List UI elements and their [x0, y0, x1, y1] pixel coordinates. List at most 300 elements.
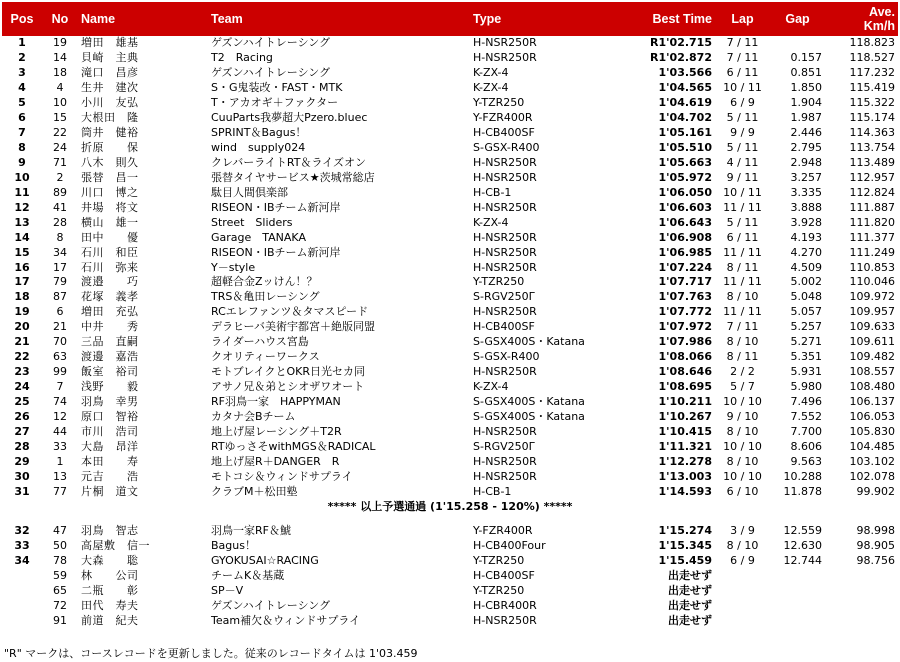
- cell-machine-type: H-NSR250R: [473, 230, 537, 244]
- cell-lap: 9 / 10: [726, 409, 759, 423]
- cell-gap: 5.980: [790, 380, 822, 394]
- header-name[interactable]: Name: [81, 12, 116, 26]
- header-pos[interactable]: Pos: [10, 12, 34, 26]
- cell-average-speed: 106.053: [849, 409, 895, 423]
- cell-team: RTゆっさそwithMGS＆RADICAL: [211, 439, 376, 453]
- cell-gap: 4.270: [790, 245, 822, 259]
- cell-average-speed: [825, 584, 898, 599]
- table-row[interactable]: [2, 424, 898, 439]
- cell-best-time: 1'07.717: [658, 275, 712, 289]
- cell-pos: 12: [14, 200, 30, 214]
- table-row[interactable]: [2, 335, 898, 350]
- table-row[interactable]: [2, 156, 898, 171]
- cell-best-time: 1'15.274: [658, 524, 712, 538]
- cell-pos: 18: [14, 290, 30, 304]
- cell-best-time: 1'13.003: [658, 469, 712, 483]
- cell-pos: 20: [14, 320, 30, 334]
- cell-rider-name: 井場 将文: [81, 200, 139, 214]
- cell-average-speed: 118.823: [849, 36, 895, 50]
- cell-best-time: 1'06.643: [658, 215, 712, 229]
- cell-machine-type: K-ZX-4: [473, 380, 509, 394]
- cell-rider-name: 石川 弥来: [81, 260, 139, 274]
- table-row[interactable]: [2, 141, 898, 156]
- cell-team: S・G鬼装改・FAST・MTK: [211, 81, 343, 95]
- cell-gap: 1.904: [790, 96, 822, 110]
- cell-average-speed: 104.485: [849, 439, 895, 453]
- cell-lap: [715, 614, 770, 629]
- header-no[interactable]: No: [51, 12, 69, 26]
- cell-rider-name: 増田 充弘: [81, 305, 139, 319]
- cell-rider-name: 二瓶 彰: [81, 584, 139, 598]
- cell-gap: 4.193: [790, 230, 822, 244]
- cell-number: 89: [53, 185, 67, 199]
- cell-rider-name: 本田 寿: [81, 454, 139, 468]
- cell-rider-name: 田代 寿夫: [81, 599, 139, 613]
- cell-best-time: 1'06.908: [658, 230, 712, 244]
- cell-average-speed: 112.824: [849, 185, 895, 199]
- table-row[interactable]: [2, 126, 898, 141]
- header-type[interactable]: Type: [473, 12, 502, 26]
- cell-machine-type: S-RGV250Γ: [473, 439, 535, 453]
- cell-number: 1: [56, 454, 64, 468]
- cell-rider-name: 横山 雄一: [81, 215, 139, 229]
- table-row[interactable]: [2, 96, 898, 111]
- cell-rider-name: 浅野 毅: [81, 380, 139, 394]
- cell-best-time: R1'02.872: [650, 51, 712, 65]
- cell-rider-name: 羽鳥 幸男: [81, 394, 139, 408]
- cell-best-time: 1'06.050: [658, 185, 712, 199]
- cell-pos: 6: [18, 111, 26, 125]
- cell-gap: [770, 599, 825, 614]
- cell-lap: 11 / 11: [723, 245, 762, 259]
- table-row[interactable]: [2, 36, 898, 51]
- cell-rider-name: 川口 博之: [81, 185, 139, 199]
- cell-lap: 2 / 2: [730, 365, 755, 379]
- cell-gap: 5.057: [790, 305, 822, 319]
- cell-lap: 5 / 11: [726, 111, 759, 125]
- cell-rider-name: 元吉 浩: [81, 469, 139, 483]
- cell-machine-type: H-NSR250R: [473, 365, 537, 379]
- cell-machine-type: Y-TZR250: [473, 554, 525, 568]
- cell-machine-type: S-GSX400S・Katana: [473, 394, 585, 408]
- table-row[interactable]: [2, 66, 898, 81]
- cell-rider-name: 張替 昌一: [81, 170, 139, 184]
- cell-average-speed: 115.322: [849, 96, 895, 110]
- cell-team: RCエレファンツ＆タマスピード: [211, 305, 369, 319]
- cell-team: RF羽鳥一家 HAPPYMAN: [211, 394, 341, 408]
- cell-team: wind supply024: [211, 141, 306, 155]
- cell-machine-type: H-CB-1: [473, 484, 512, 498]
- cell-lap: [715, 584, 770, 599]
- cell-gap: 1.850: [790, 81, 822, 95]
- cell-lap: 10 / 11: [723, 185, 762, 199]
- cell-team: RISEON・IBチーム新河岸: [211, 200, 341, 214]
- cell-gap: 12.559: [783, 524, 822, 538]
- table-row[interactable]: [2, 200, 898, 215]
- table-row[interactable]: [2, 395, 898, 410]
- cell-machine-type: H-NSR250R: [473, 454, 537, 468]
- cell-average-speed: 109.957: [849, 305, 895, 319]
- cell-gap: 3.257: [790, 170, 822, 184]
- cell-pos: [2, 584, 42, 599]
- table-row[interactable]: [2, 51, 898, 66]
- cell-team: クラブM＋松田塾: [211, 484, 298, 498]
- cell-best-time: 1'10.267: [658, 409, 712, 423]
- cell-average-speed: 111.249: [849, 245, 895, 259]
- cell-gap: [770, 614, 825, 629]
- cell-team: ゲズンハイトレーシング: [211, 66, 331, 80]
- cell-number: 79: [53, 275, 67, 289]
- cell-gap: 7.700: [790, 424, 822, 438]
- cell-number: 77: [53, 484, 67, 498]
- cell-pos: 30: [14, 469, 30, 483]
- cell-machine-type: H-NSR250R: [473, 305, 537, 319]
- cell-gap: 5.931: [790, 365, 822, 379]
- cell-gap: 5.351: [790, 350, 822, 364]
- cell-average-speed: 112.957: [849, 170, 895, 184]
- cell-best-time: 1'07.986: [658, 335, 712, 349]
- cell-lap: 10 / 10: [723, 394, 762, 408]
- spacer-cell: [2, 514, 898, 524]
- cell-gap: 12.630: [783, 539, 822, 553]
- cell-average-speed: 111.820: [849, 215, 895, 229]
- cell-number: 21: [53, 320, 67, 334]
- cell-machine-type: S-GSX-R400: [473, 141, 540, 155]
- cell-team: 張替タイヤサービス★茨城常総店: [211, 170, 375, 184]
- table-row[interactable]: [2, 409, 898, 424]
- header-speed-line2: Km/h: [863, 19, 895, 33]
- cell-lap: 7 / 11: [726, 51, 759, 65]
- cell-pos: 31: [14, 484, 30, 498]
- cell-best-time: 1'04.702: [658, 111, 712, 125]
- cell-number: 15: [53, 111, 67, 125]
- cell-gap: 11.878: [783, 484, 822, 498]
- cell-best-time: 1'04.619: [658, 96, 712, 110]
- cell-rider-name: 大森 聡: [81, 554, 139, 568]
- cell-lap: 6 / 9: [730, 96, 755, 110]
- cell-rider-name: 中井 秀: [81, 320, 139, 334]
- table-row[interactable]: [2, 215, 898, 230]
- cell-lap: 8 / 11: [726, 260, 759, 274]
- cell-rider-name: 高屋敷 信一: [81, 539, 150, 553]
- cell-number: 22: [53, 126, 67, 140]
- cell-rider-name: 八木 則久: [81, 155, 139, 169]
- table-row[interactable]: [2, 484, 898, 499]
- table-row[interactable]: [2, 380, 898, 395]
- cell-machine-type: H-NSR250R: [473, 51, 537, 65]
- cell-best-time: 1'08.695: [658, 380, 712, 394]
- cell-gap: 0.851: [790, 66, 822, 80]
- cell-best-time: 1'05.510: [658, 141, 712, 155]
- cell-number: 18: [53, 66, 67, 80]
- cell-average-speed: 98.905: [856, 539, 895, 553]
- table-row[interactable]: [2, 275, 898, 290]
- cell-number: 17: [53, 260, 67, 274]
- table-row[interactable]: [2, 439, 898, 454]
- cell-machine-type: S-GSX400S・Katana: [473, 409, 585, 423]
- cell-best-time: 1'11.321: [658, 439, 712, 453]
- cell-average-speed: 108.480: [849, 380, 895, 394]
- table-row[interactable]: [2, 290, 898, 305]
- cell-rider-name: 筒井 健裕: [81, 126, 139, 140]
- cell-lap: 5 / 11: [726, 141, 759, 155]
- cell-pos: 29: [14, 454, 30, 468]
- cell-pos: 4: [18, 81, 26, 95]
- cell-best-time: 1'05.663: [658, 155, 712, 169]
- cell-team: アサノ兄＆弟とシオザワオート: [211, 380, 365, 394]
- cell-average-speed: 110.046: [849, 275, 895, 289]
- cell-pos: 14: [14, 230, 30, 244]
- cell-number: 8: [56, 230, 64, 244]
- cell-pos: 2: [18, 51, 26, 65]
- cell-number: 13: [53, 469, 67, 483]
- cell-pos: 33: [14, 539, 30, 553]
- cell-pos: 7: [18, 126, 26, 140]
- cell-lap: 6 / 9: [730, 554, 755, 568]
- cell-number: 14: [53, 51, 67, 65]
- cell-team: モトコシ＆ウィンドサプライ: [211, 469, 353, 483]
- cell-best-time: 1'07.972: [658, 320, 712, 334]
- table-row[interactable]: [2, 230, 898, 245]
- cell-machine-type: H-NSR250R: [473, 155, 537, 169]
- cell-pos: 24: [14, 380, 30, 394]
- cell-best-time: 1'08.066: [658, 350, 712, 364]
- cell-number: 28: [53, 215, 67, 229]
- cell-machine-type: K-ZX-4: [473, 81, 509, 95]
- cell-pos: 21: [14, 335, 30, 349]
- cell-best-time: 1'15.345: [658, 539, 712, 553]
- cell-best-time: 1'04.565: [658, 81, 712, 95]
- cell-number: 41: [53, 200, 67, 214]
- table-row[interactable]: [2, 614, 898, 629]
- cell-rider-name: 小川 友弘: [81, 96, 139, 110]
- table-row[interactable]: [2, 320, 898, 335]
- cell-pos: 25: [14, 394, 30, 408]
- cell-number: 2: [56, 170, 64, 184]
- header-team[interactable]: Team: [211, 12, 243, 26]
- cell-gap: 12.744: [783, 554, 822, 568]
- cell-average-speed: [825, 614, 898, 629]
- cell-number: 24: [53, 141, 67, 155]
- cell-number: 7: [56, 380, 64, 394]
- cell-lap: 8 / 10: [726, 335, 759, 349]
- cell-gap: 5.002: [790, 275, 822, 289]
- cell-lap: 11 / 11: [723, 275, 762, 289]
- cell-lap: 6 / 11: [726, 230, 759, 244]
- cell-lap: 9 / 9: [730, 126, 755, 140]
- cell-pos: 5: [18, 96, 26, 110]
- cell-machine-type: S-RGV250Γ: [473, 290, 535, 304]
- cell-machine-type: H-CB-1: [473, 185, 512, 199]
- cell-average-speed: 98.756: [856, 554, 895, 568]
- cell-rider-name: 折原 保: [81, 141, 139, 155]
- cell-pos: 3: [18, 66, 26, 80]
- cell-pos: 32: [14, 524, 30, 538]
- cell-average-speed: 102.078: [849, 469, 895, 483]
- cell-average-speed: 99.902: [856, 484, 895, 498]
- cell-best-time: 1'10.211: [658, 394, 712, 408]
- cell-pos: 11: [14, 185, 30, 199]
- cell-number: 10: [53, 96, 67, 110]
- table-row[interactable]: [2, 524, 898, 539]
- cell-lap: 8 / 10: [726, 290, 759, 304]
- cell-best-time: 1'07.772: [658, 305, 712, 319]
- cell-team: ゲズンハイトレーシング: [211, 599, 331, 613]
- cell-machine-type: H-NSR250R: [473, 260, 537, 274]
- cell-average-speed: 105.830: [849, 424, 895, 438]
- table-row[interactable]: [2, 599, 898, 614]
- cell-machine-type: K-ZX-4: [473, 66, 509, 80]
- cell-lap: 10 / 10: [723, 469, 762, 483]
- cell-pos: [2, 599, 42, 614]
- cell-number: 59: [53, 569, 67, 583]
- cell-lap: 8 / 10: [726, 539, 759, 553]
- table-row[interactable]: [2, 454, 898, 469]
- cell-average-speed: 118.527: [849, 51, 895, 65]
- cell-number: 70: [53, 335, 67, 349]
- cell-gap: 2.948: [790, 155, 822, 169]
- cell-team: T2 Racing: [211, 51, 273, 65]
- cell-team: Team補欠＆ウィンドサプライ: [211, 614, 361, 628]
- cell-rider-name: 渡邉 巧: [81, 275, 139, 289]
- cell-average-speed: 109.482: [849, 350, 895, 364]
- cell-gap: 8.606: [790, 439, 822, 453]
- cell-average-speed: 103.102: [849, 454, 895, 468]
- cell-team: 羽鳥一家RF＆鯱: [211, 524, 291, 538]
- cell-rider-name: 羽鳥 智志: [81, 524, 139, 538]
- cell-team: クオリティーワークス: [211, 350, 320, 364]
- table-row[interactable]: [2, 365, 898, 380]
- cell-number: 44: [53, 424, 67, 438]
- cell-number: 78: [53, 554, 67, 568]
- header-average-speed[interactable]: [825, 2, 898, 36]
- cell-number: 47: [53, 524, 67, 538]
- cell-team: クレバーライトRT＆ライズオン: [211, 155, 367, 169]
- cell-rider-name: 花塚 義孝: [81, 290, 139, 304]
- cell-rider-name: 田中 優: [81, 230, 139, 244]
- cell-gap: 5.048: [790, 290, 822, 304]
- cell-gap: [770, 569, 825, 584]
- cell-rider-name: 前道 紀夫: [81, 614, 139, 628]
- header-lap[interactable]: Lap: [731, 12, 754, 26]
- table-row[interactable]: [2, 350, 898, 365]
- cell-average-speed: 115.174: [849, 111, 895, 125]
- cell-pos: 8: [18, 141, 26, 155]
- spacer-row: [2, 514, 898, 524]
- cell-team: 地上げ屋R＋DANGER R: [211, 454, 340, 468]
- cell-team: Y－style: [211, 260, 256, 274]
- cell-average-speed: 111.887: [849, 200, 895, 214]
- cell-team: Bagus！: [211, 539, 256, 553]
- cell-gap: 2.795: [790, 141, 822, 155]
- cell-team: RISEON・IBチーム新河岸: [211, 245, 341, 259]
- cell-rider-name: 大島 昂洋: [81, 439, 139, 453]
- cell-team: ライダーハウス宮島: [211, 335, 309, 349]
- cell-team: SP－V: [211, 584, 244, 598]
- cell-best-time: 1'12.278: [658, 454, 712, 468]
- cell-pos: 17: [14, 275, 30, 289]
- cell-best-time: 1'07.763: [658, 290, 712, 304]
- cell-machine-type: H-NSR250R: [473, 170, 537, 184]
- cell-lap: 6 / 10: [726, 484, 759, 498]
- table-row[interactable]: [2, 539, 898, 554]
- table-row[interactable]: [2, 469, 898, 484]
- header-speed-line1: Ave.: [869, 5, 895, 19]
- table-row[interactable]: [2, 185, 898, 200]
- cell-best-time: 1'07.224: [658, 260, 712, 274]
- table-row[interactable]: [2, 245, 898, 260]
- cell-pos: 9: [18, 155, 26, 169]
- cell-lap: 8 / 11: [726, 350, 759, 364]
- cell-lap: [715, 599, 770, 614]
- cell-pos: 23: [14, 365, 30, 379]
- cell-machine-type: S-GSX400S・Katana: [473, 335, 585, 349]
- cell-rider-name: 渡邊 嘉浩: [81, 350, 139, 364]
- cell-gap: 0.157: [790, 51, 822, 65]
- cell-number: 74: [53, 394, 67, 408]
- cell-number: 72: [53, 599, 67, 613]
- table-row[interactable]: [2, 569, 898, 584]
- cell-average-speed: 115.419: [849, 81, 895, 95]
- cell-machine-type: K-ZX-4: [473, 215, 509, 229]
- table-row[interactable]: [2, 305, 898, 320]
- table-row[interactable]: [2, 111, 898, 126]
- cell-lap: 6 / 11: [726, 66, 759, 80]
- cell-number: 19: [53, 36, 67, 50]
- cell-machine-type: H-NSR250R: [473, 245, 537, 259]
- cell-number: 87: [53, 290, 67, 304]
- cell-average-speed: 113.489: [849, 155, 895, 169]
- cell-team: カタナ会Bチーム: [211, 409, 296, 423]
- table-row[interactable]: [2, 260, 898, 275]
- cell-best-time: 1'14.593: [658, 484, 712, 498]
- cell-team: SPRINT＆Bagus！: [211, 126, 307, 140]
- cell-pos: 27: [14, 424, 30, 438]
- cell-machine-type: Y-TZR250: [473, 275, 525, 289]
- cell-best-time: 出走せず: [668, 599, 712, 613]
- cell-lap: 3 / 9: [730, 524, 755, 538]
- cell-machine-type: H-NSR250R: [473, 36, 537, 50]
- cell-pos: 13: [14, 215, 30, 229]
- cell-pos: 10: [14, 170, 30, 184]
- cell-machine-type: Y-TZR250: [473, 584, 525, 598]
- table-row[interactable]: [2, 584, 898, 599]
- cell-best-time: R1'02.715: [650, 36, 712, 50]
- cell-lap: 11 / 11: [723, 200, 762, 214]
- cell-lap: 9 / 11: [726, 170, 759, 184]
- header-best-time[interactable]: Best Time: [652, 12, 712, 26]
- cell-machine-type: H-CB400SF: [473, 126, 535, 140]
- cell-team: Garage TANAKA: [211, 230, 306, 244]
- qualifying-cutoff-note: ***** 以上予選通過 (1'15.258 - 120%) *****: [327, 499, 573, 513]
- cell-best-time: 1'15.459: [658, 554, 712, 568]
- cell-pos: 19: [14, 305, 30, 319]
- table-row[interactable]: [2, 170, 898, 185]
- cell-lap: 10 / 10: [723, 439, 762, 453]
- cell-number: 4: [56, 81, 64, 95]
- cell-team: Street Sliders: [211, 215, 293, 229]
- cell-average-speed: 109.633: [849, 320, 895, 334]
- cell-average-speed: 98.998: [856, 524, 895, 538]
- cell-gap: 7.552: [790, 409, 822, 423]
- table-row[interactable]: [2, 81, 898, 96]
- cell-number: 50: [53, 539, 67, 553]
- table-row[interactable]: [2, 554, 898, 569]
- cell-team: モトブレイクとOKR日光セカ同: [211, 365, 365, 379]
- cell-rider-name: 片桐 道文: [81, 484, 139, 498]
- cell-best-time: 1'03.566: [658, 66, 712, 80]
- header-gap[interactable]: Gap: [785, 12, 810, 26]
